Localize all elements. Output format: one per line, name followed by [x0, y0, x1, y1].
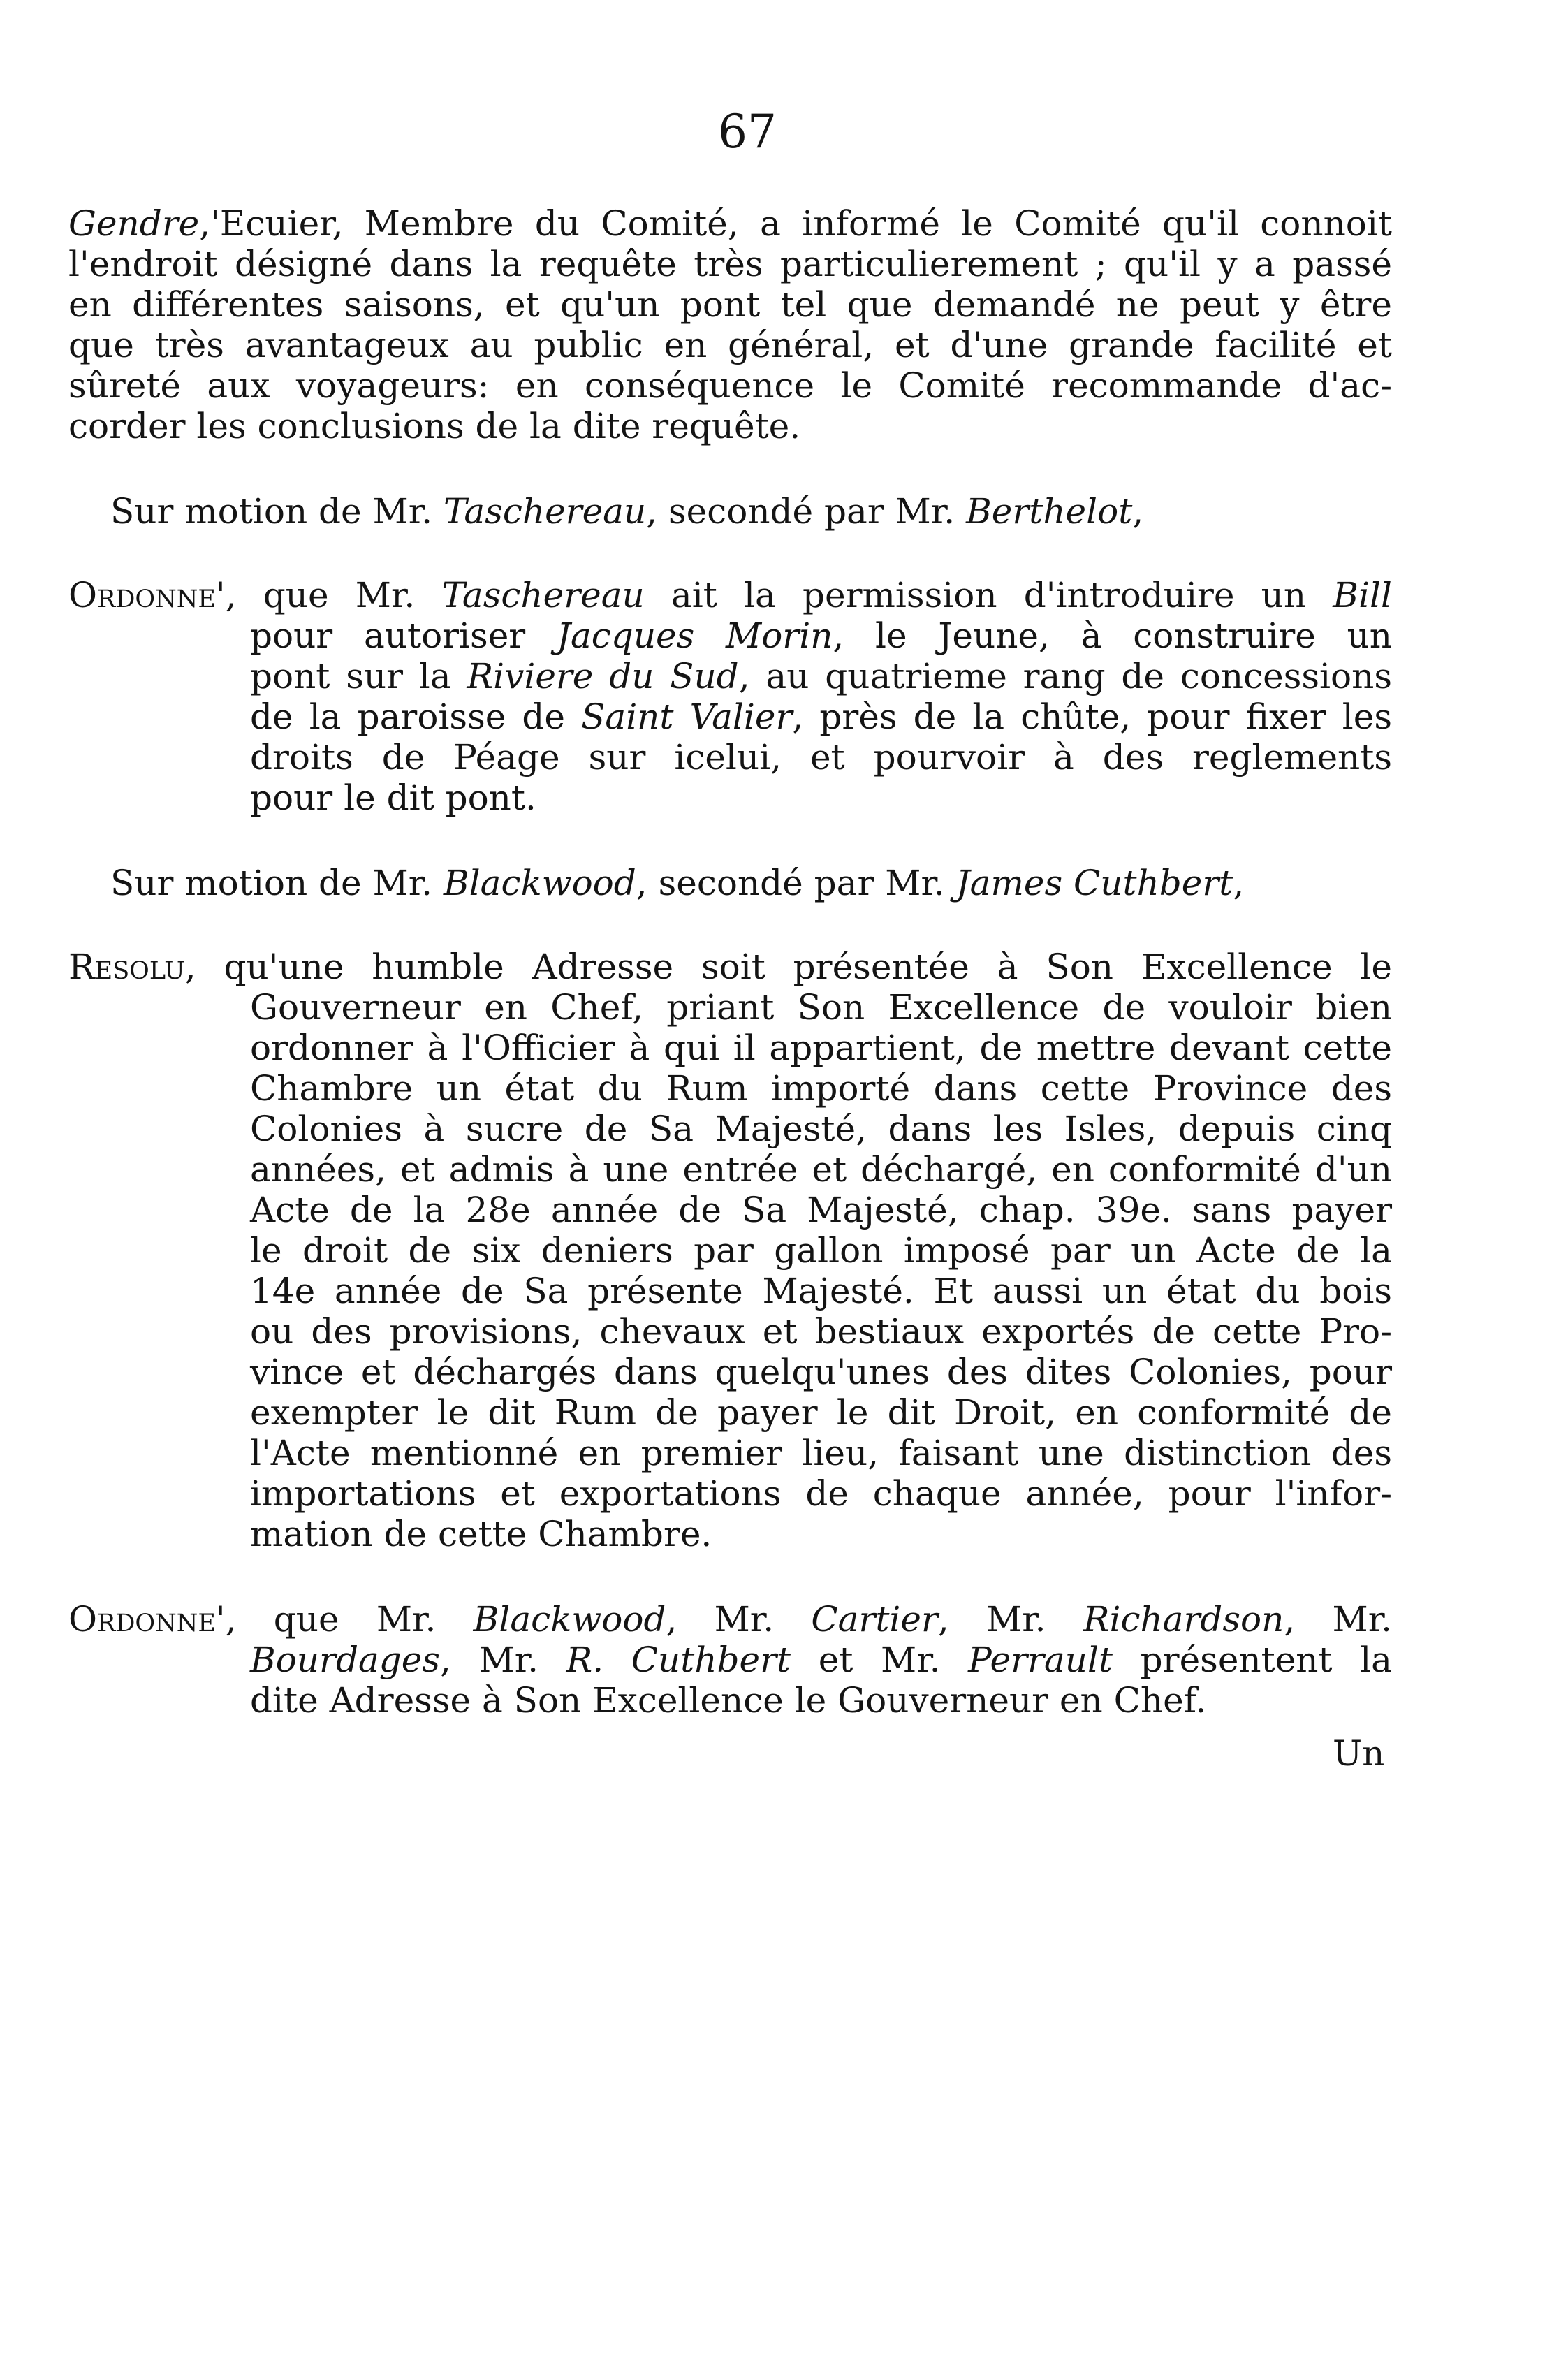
- text-line: Gendre,'Ecuier, Membre du Comité, a informé le Comité qu'il connoit: [68, 203, 1392, 244]
- text-line: de la paroisse de Saint Valier, près de la chûte, pour fixer les: [250, 696, 1392, 737]
- text-line: 14e année de Sa présente Majesté. Et aussi un état du bois: [250, 1271, 1392, 1311]
- name-gendre: Gendre: [68, 203, 200, 244]
- text-line: en différentes saisons, et qu'un pont tel que demandé ne peut y être: [68, 284, 1392, 325]
- page-number: 67: [718, 105, 777, 159]
- text-line: l'endroit désigné dans la requête très particulierement ; qu'il y a passé: [68, 244, 1392, 284]
- text-line: Acte de la 28e année de Sa Majesté, chap. 39e. sans payer: [250, 1190, 1392, 1230]
- text-line: ordonner à l'Officier à qui il appartient, de mettre devant cette: [250, 1028, 1392, 1068]
- motion-line: Sur motion de Mr. Taschereau, secondé par Mr. Berthelot,: [110, 491, 1144, 532]
- order-lead: Ordonne': [68, 1599, 226, 1640]
- text-line: corder les conclusions de la dite requête.: [68, 406, 801, 446]
- resolution-lead: Resolu: [68, 947, 185, 987]
- text-line: le droit de six deniers par gallon imposé par un Acte de la: [250, 1230, 1392, 1271]
- order-lead: Ordonne': [68, 575, 226, 615]
- text-line: pont sur la Riviere du Sud, au quatrieme rang de concessions: [250, 656, 1392, 696]
- text-line: importations et exportations de chaque année, pour l'infor-: [250, 1473, 1392, 1514]
- text-line: Chambre un état du Rum importé dans cette Province des: [250, 1068, 1392, 1109]
- text-line: années, et admis à une entrée et déchargé, en conformité d'un: [250, 1149, 1392, 1190]
- text-line: que très avantageux au public en général, et d'une grande facilité et: [68, 325, 1392, 365]
- text-line: vince et déchargés dans quelqu'unes des dites Colonies, pour: [250, 1352, 1392, 1392]
- text-line: pour autoriser Jacques Morin, le Jeune, à construire un: [250, 615, 1392, 656]
- text-line: Gouverneur en Chef, priant Son Excellence de vouloir bien: [250, 987, 1392, 1028]
- text-line: Bourdages, Mr. R. Cuthbert et Mr. Perrault présentent la: [250, 1640, 1392, 1680]
- text-line: Ordonne', que Mr. Taschereau ait la permission d'introduire un Bill: [68, 575, 1392, 615]
- text-line: dite Adresse à Son Excellence le Gouverneur en Chef.: [250, 1680, 1207, 1721]
- text-line: pour le dit pont.: [250, 778, 536, 818]
- text-line: Ordonne', que Mr. Blackwood, Mr. Cartier, Mr. Richardson, Mr.: [68, 1599, 1393, 1640]
- text-line: exempter le dit Rum de payer le dit Droit, en conformité de: [250, 1392, 1392, 1433]
- text-line: l'Acte mentionné en premier lieu, faisant une distinction des: [250, 1433, 1392, 1473]
- text-line: sûreté aux voyageurs: en conséquence le Comité recommande d'ac-: [68, 365, 1392, 406]
- catchword: Un: [1333, 1733, 1385, 1774]
- text-line: Resolu, qu'une humble Adresse soit présentée à Son Excellence le: [68, 947, 1392, 987]
- motion-line: Sur motion de Mr. Blackwood, secondé par Mr. James Cuthbert,: [110, 863, 1245, 903]
- text-line: ou des provisions, chevaux et bestiaux exportés de cette Pro-: [250, 1311, 1392, 1352]
- text-line: droits de Péage sur icelui, et pourvoir à des reglements: [250, 737, 1392, 778]
- text-line: mation de cette Chambre.: [250, 1514, 712, 1554]
- text-line: Colonies à sucre de Sa Majesté, dans les Isles, depuis cinq: [250, 1109, 1392, 1149]
